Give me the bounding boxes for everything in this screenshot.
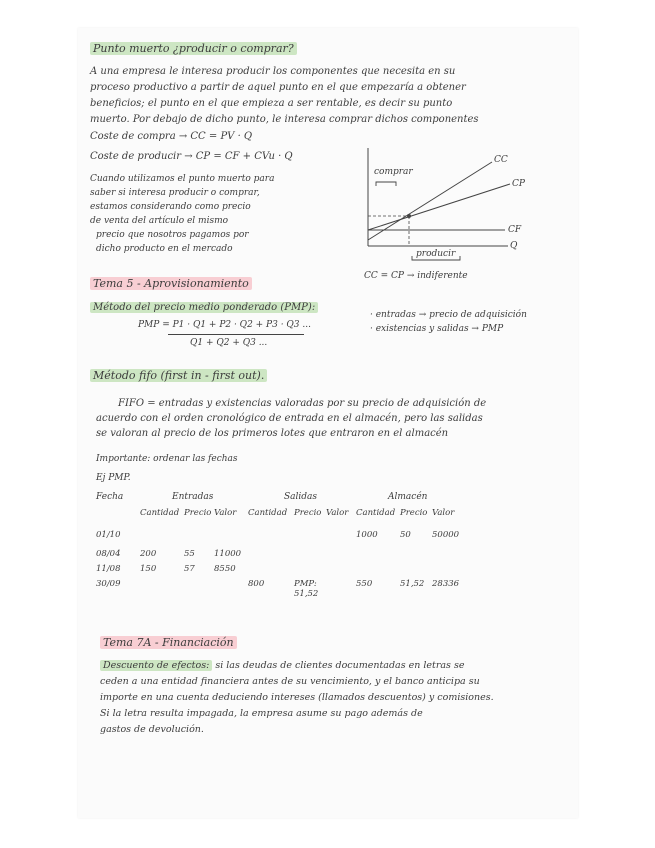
pm-note-6: dicho producto en el mercado [96,244,233,254]
graph-label-cf: CF [508,225,522,235]
table-cell [248,545,294,564]
table-row [96,530,462,545]
table-cell [184,530,214,545]
punto-muerto-line-3: beneficios; el punto en el que empieza a ser rentable, es decir su punto [90,98,453,109]
sub-precio-1: Precio [184,508,212,518]
table-cell [294,530,326,545]
pmp-title [90,302,318,313]
tema7a-line-4: Si la letra resulta impagada, la empresa asume su pago además de [100,708,423,719]
tema7a-line-5: gastos de devolución. [100,724,204,735]
table-cell: 57 [184,564,195,574]
table-cell [248,564,294,579]
pmp-value: 51,52 [294,589,319,599]
graph-label-q: Q [510,241,518,251]
table-cell: 01/10 [96,530,121,540]
table-cell [432,545,462,564]
punto-muerto-line-1: A una empresa le interesa producir los componentes que necesita en su [90,66,456,77]
table-cell [294,564,326,579]
table-cell [294,545,326,564]
pmp-note-2: · existencias y salidas → PMP [370,324,504,334]
table-header-fecha: Fecha [96,492,124,502]
table-cell: 28336 [432,579,460,589]
table-header-almacen: Almacén [388,492,428,502]
sub-valor-3: Valor [432,508,455,518]
table-cell: 50 [400,530,411,540]
punto-muerto-line-2: proceso productivo a partir de aquel punto en el que empezaría a obtener [90,82,466,93]
table-cell [356,545,400,564]
sub-valor-1: Valor [214,508,237,518]
table-cell [400,545,432,564]
table-row [96,564,462,579]
fifo-line-1: FIFO = entradas y existencias valoradas por su precio de adquisición de [118,398,487,409]
table-cell: 30/09 [96,579,121,589]
table-cell [140,530,184,545]
sub-cantidad-1: Cantidad [140,508,180,518]
fifo-line-3: se valoran al precio de los primeros lotes que entraron en el almacén [96,428,449,439]
pm-note-3: estamos considerando como precio [90,202,251,212]
table-cell: 55 [184,549,195,559]
pm-note-1: Cuando utilizamos el punto muerto para [90,174,275,184]
tema7a-line-3: importe en una cuenta deduciendo intereses (llamados descuentos) y comisiones. [100,692,494,703]
table-cell [140,579,184,599]
table-header-entradas: Entradas [172,492,214,502]
tema7a-line-1 [100,660,464,671]
table-cell [356,564,400,579]
pm-note-4: de venta del artículo el mismo [90,216,229,226]
table-cell [248,530,294,545]
break-even-graph [360,140,540,285]
table-cell [432,564,462,579]
table-cell: 550 [356,579,373,589]
graph-breakeven-point [407,214,411,218]
table-cell: 50000 [432,530,460,540]
coste-compra: Coste de compra → CC = PV · Q [90,131,253,142]
table-row [96,545,462,564]
table-cell: 08/04 [96,549,121,559]
graph-label-producir: producir [416,249,456,259]
graph-comprar-bracket [376,182,396,186]
table-cell: 1000 [356,530,378,540]
table-cell: 51,52 [400,579,425,589]
pmp-formula-numerator: PMP = P1 · Q1 + P2 · Q2 + P3 · Q3 ... [138,320,311,330]
table-cell [326,579,356,599]
sub-cantidad-3: Cantidad [356,508,396,518]
tema7a-title-text: Tema 7A - Financiación [100,636,237,649]
table-cell [214,579,248,599]
importante-note: Importante: ordenar las fechas [96,454,238,464]
punto-muerto-line-4: muerto. Por debajo de dicho punto, le interesa comprar dichos componentes [90,114,479,125]
fifo-line-2: acuerdo con el orden cronológico de entrada en el almacén, pero las salidas [96,413,483,424]
tema7a-title [100,636,237,649]
graph-label-cp: CP [512,179,525,189]
tema5-title [90,277,252,290]
table-header-salidas: Salidas [284,492,318,502]
sub-cantidad-2: Cantidad [248,508,288,518]
pmp-subheader-row [140,508,462,523]
graph-label-cc: CC [494,155,508,165]
table-cell: 200 [140,549,157,559]
table-cell: 150 [140,564,157,574]
pmp-title-text: Método del precio medio ponderado (PMP): [90,302,318,313]
punto-muerto-title-text: Punto muerto ¿producir o comprar? [90,42,297,55]
graph-label-comprar: comprar [374,167,413,177]
table-cell: 11/08 [96,564,121,574]
pm-note-2: saber si interesa producir o comprar, [90,188,260,198]
tema7a-line-1-text: si las deudas de clientes documentadas en letras se [215,660,465,671]
ejemplo-label: Ej PMP. [96,473,131,483]
table-cell [326,564,356,579]
sub-precio-2: Precio [294,508,322,518]
table-cell-pmp [294,579,326,599]
sub-precio-3: Precio [400,508,428,518]
table-cell [326,530,356,545]
table-cell [400,564,432,579]
pmp-label: PMP: [294,579,317,589]
pmp-formula-denominator: Q1 + Q2 + Q3 ... [190,338,268,348]
pmp-fraction-bar [168,334,304,335]
table-cell: 8550 [214,564,236,574]
pm-note-5: precio que nosotros pagamos por [96,230,249,240]
table-row [96,579,462,599]
pmp-table [96,530,462,599]
graph-caption: CC = CP → indiferente [364,271,468,281]
graph-cp-line [368,184,510,230]
descuento-efectos-term: Descuento de efectos: [100,660,212,671]
table-cell [184,579,214,599]
punto-muerto-title [90,42,297,55]
table-cell [326,545,356,564]
tema7a-line-2: ceden a una entidad financiera antes de su vencimiento, y el banco anticipa su [100,676,480,687]
coste-producir: Coste de producir → CP = CF + CVu · Q [90,151,293,162]
fifo-title [90,369,267,382]
sub-valor-2: Valor [326,508,349,518]
table-cell [214,530,248,545]
fifo-title-text: Método fifo (first in - first out). [90,369,267,382]
tema5-title-text: Tema 5 - Aprovisionamiento [90,277,252,290]
pmp-note-1: · entradas → precio de adquisición [370,310,527,320]
table-cell: 11000 [214,549,242,559]
table-cell: 800 [248,579,265,589]
